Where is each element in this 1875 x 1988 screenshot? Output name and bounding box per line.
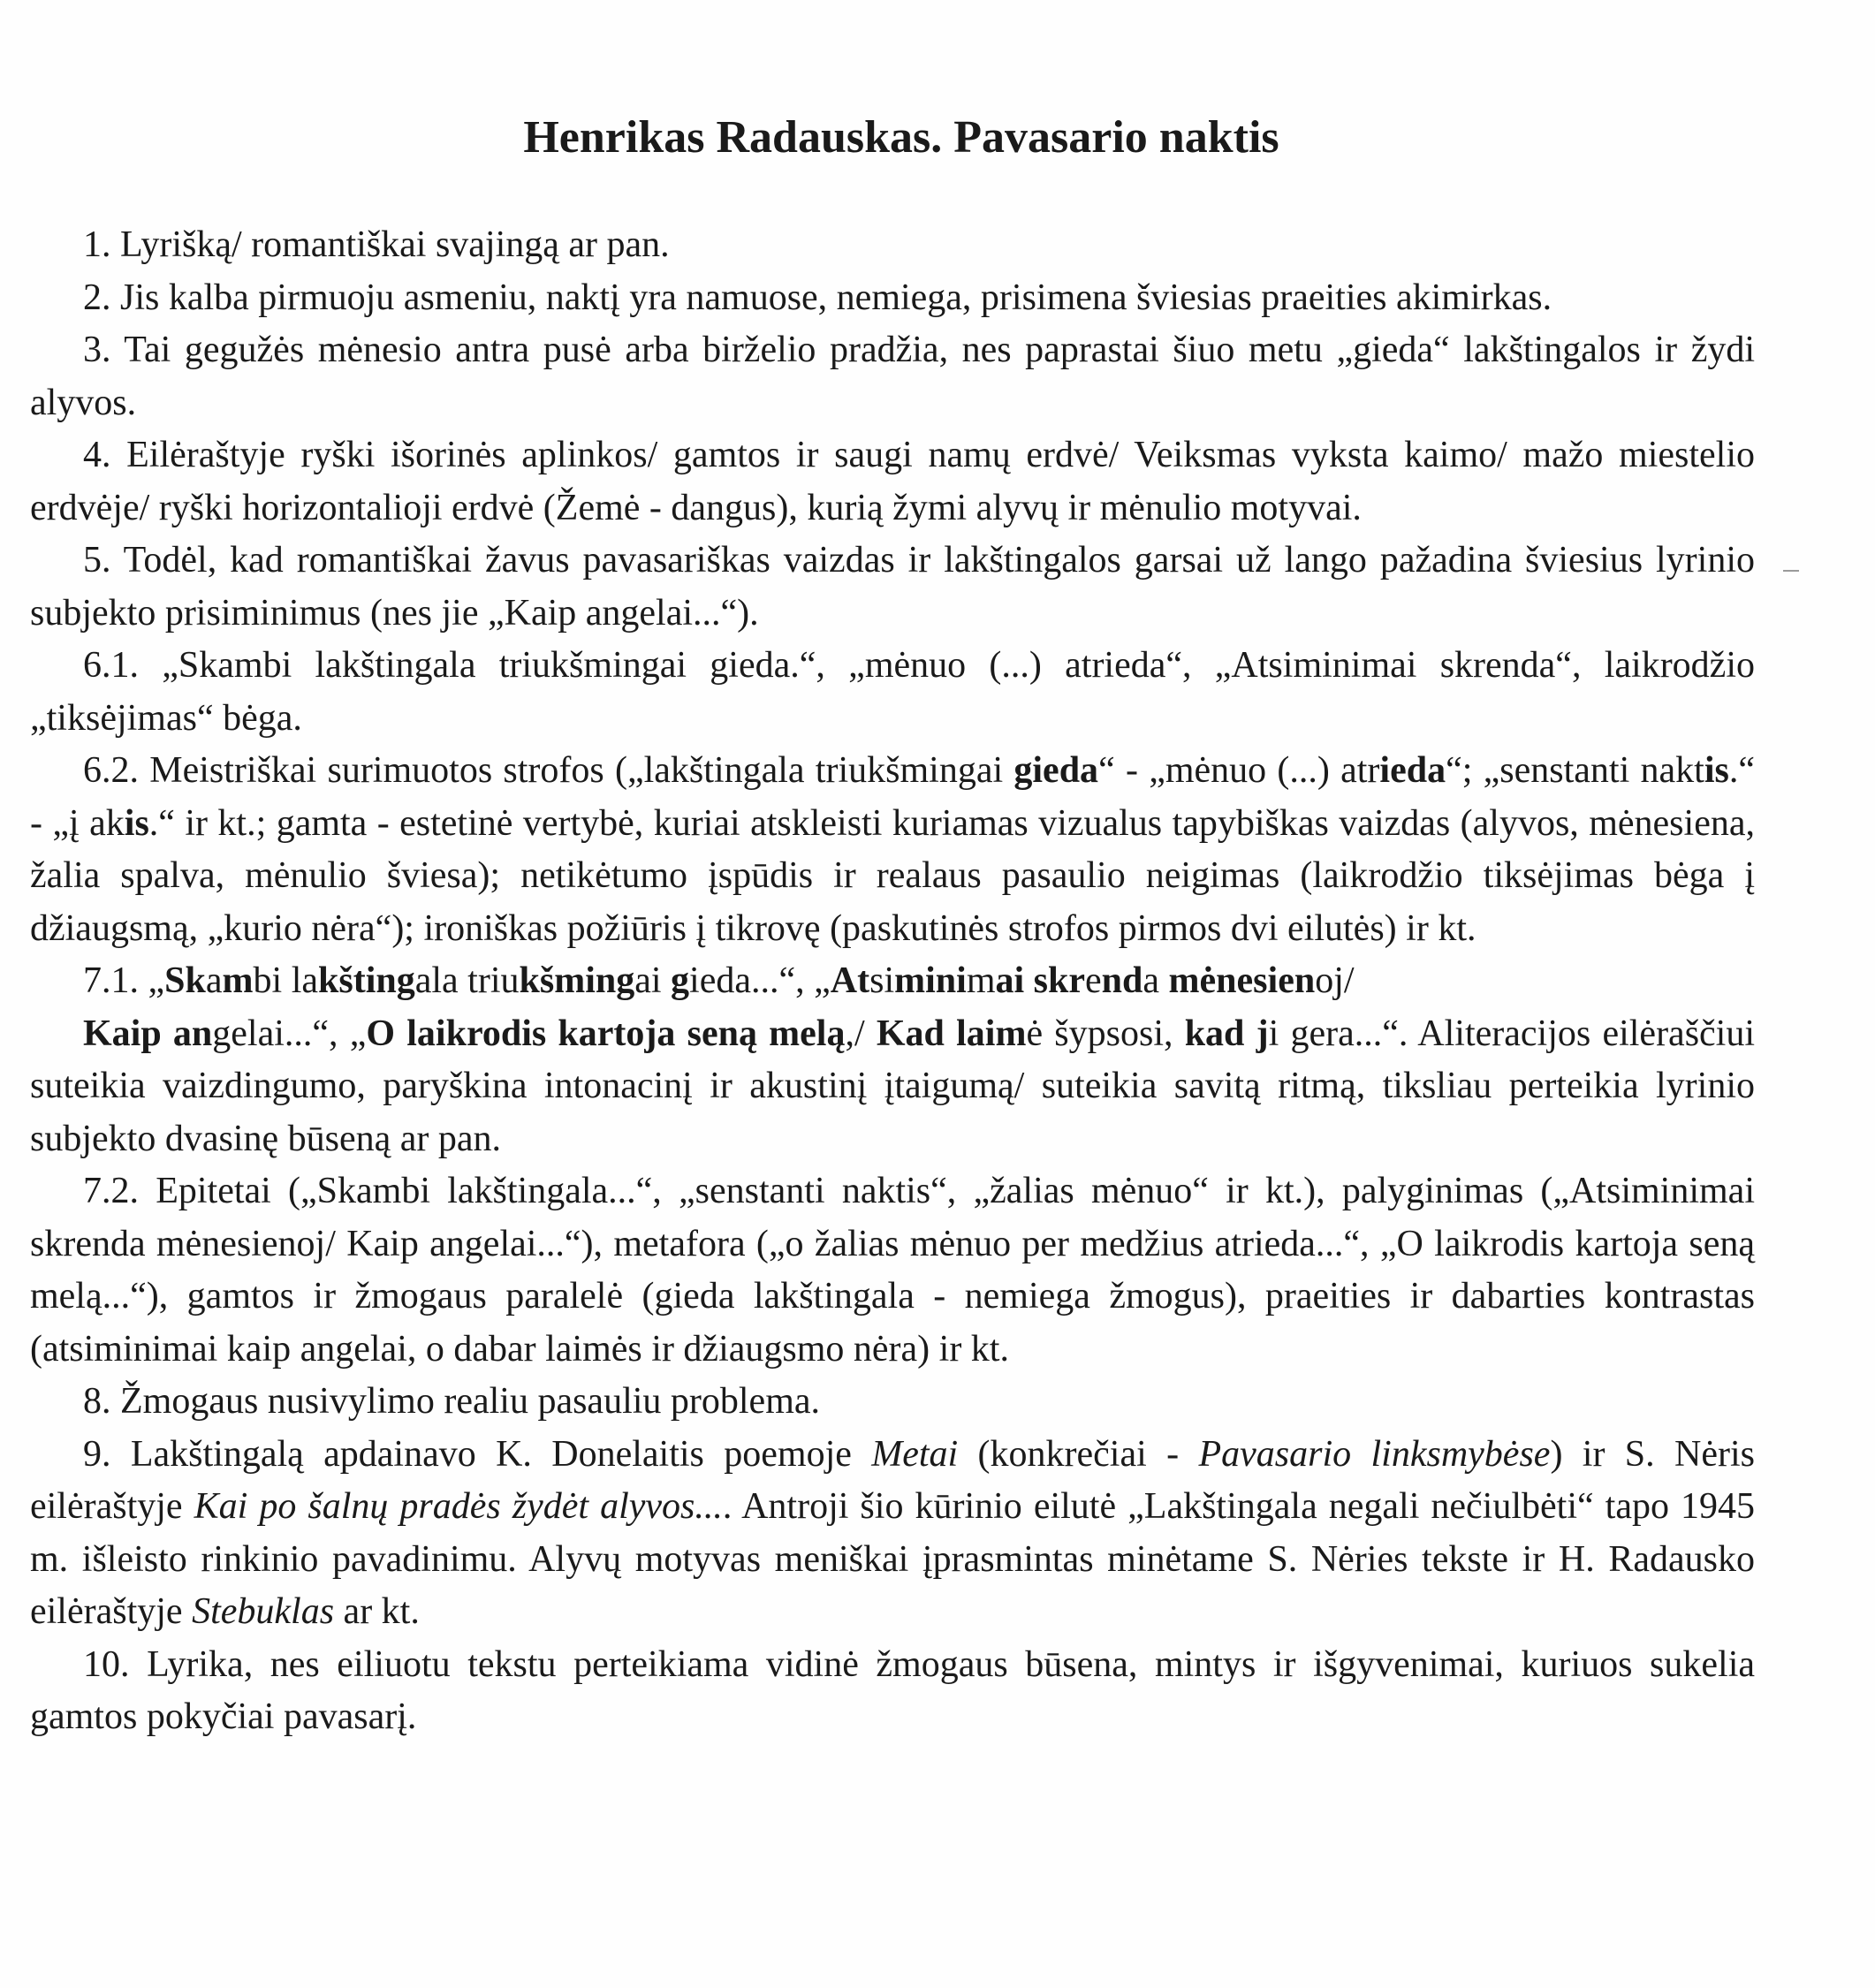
answer-5: 5. Todėl, kad romantiškai žavus pavasariškas vaizdas ir lakštingalos garsai už lango pažadina šviesius lyrinio subjekto prisiminimus (nes jie „Kaip angelai...“). (30, 540, 1755, 634)
answer-7-1-continued: Kaip angelai...“, „O laikrodis kartoja seną melą,/ Kad laimė šypsosi, kad ji gera...“. Aliteracijos eilėraščiui suteikia vaizdingumo, paryškina intonacinį ir akustinį įtaigumą/ suteikia savitą ritmą, tiksliau perteikia lyrinio subjekto dvasinę būseną ar pan. (30, 1013, 1756, 1159)
answer-4: 4. Eilėraštyje ryški išorinės aplinkos/ gamtos ir saugi namų erdvė/ Veiksmas vyksta kaimo/ mažo miestelio erdvėje/ ryški horizontalioji erdvė (Žemė - dangus), kurią žymi alyvų ir mėnulio motyvai. (30, 435, 1755, 528)
page-title: Henrikas Radauskas. Pavasario naktis (523, 112, 1279, 163)
answer-7-2: 7.2. Epitetai („Skambi lakštingala...“, „senstanti naktis“, „žalias mėnuo“ ir kt.), palyginimas („Atsiminimai skrenda mėnesienoj/ Kaip angelai...“), metafora („o žalias mėnuo per medžius atrieda...“, „O laikrodis kartoja seną melą...“), gamtos ir žmogaus paralelė (gieda lakštingala - nemiega žmogus), praeities ir dabarties kontrastas (atsiminimai kaip angelai, o dabar laimės ir džiaugsmo nėra) ir kt. (30, 1171, 1755, 1370)
answer-7-1-first-line: 7.1. „Skambi lakštingala triukšmingai gieda...“, „Atsiminimai skrenda mėnesienoj/ (83, 960, 1355, 1001)
answer-10: 10. Lyrika, nes eiliuotu tekstu perteikiama vidinė žmogaus būsena, mintys ir išgyvenimai, kuriuos sukelia gamtos pokyčiai pavasarį. (30, 1643, 1755, 1737)
answer-6-2: 6.2. Meistriškai surimuotos strofos („lakštingala triukšmingai gieda“ - „mėnuo (...) atrieda“; „senstanti naktis.“ - „į akis.“ ir kt.; gamta - estetinė vertybė, kuriai atskleisti kuriamas vizualus tapybiškas vaizdas (alyvos, mėnesiena, žalia spalva, mėnulio šviesa); netikėtumo įspūdis ir realaus pasaulio neigimas (laikrodžio tiksėjimas bėga į džiaugsmą, „kurio nėra“); ironiškas požiūris į tikrovę (paskutinės strofos pirmos dvi eilutės) ir kt. (30, 750, 1756, 949)
margin-mark (1783, 570, 1799, 572)
answer-8: 8. Žmogaus nusivylimo realiu pasauliu problema. (83, 1381, 821, 1422)
answer-list (30, 219, 1755, 1744)
answer-6-1: 6.1. „Skambi lakštingala triukšmingai gieda.“, „mėnuo (...) atrieda“, „Atsiminimai skrenda“, laikrodžio „tiksėjimas“ bėga. (30, 645, 1755, 739)
answer-1: 1. Lyrišką/ romantiškai svajingą ar pan. (83, 224, 670, 265)
answer-9: 9. Lakštingalą apdainavo K. Donelaitis poemoje Metai (konkrečiai - Pavasario linksmybėse) ir S. Nėris eilėraštyje Kai po šalnų pradės žydėt alyvos.... Antroji šio kūrinio eilutė „Lakštingala negali nečiulbėti“ tapo 1945 m. išleisto rinkinio pavadinimu. Alyvų motyvas meniškai įprasmintas minėtame S. Nėries tekste ir H. Radausko eilėraštyje Stebuklas ar kt. (30, 1433, 1756, 1632)
answer-2: 2. Jis kalba pirmuoju asmeniu, naktį yra namuose, nemiega, prisimena šviesias praeities akimirkas. (83, 277, 1552, 318)
answer-3: 3. Tai gegužės mėnesio antra pusė arba birželio pradžia, nes paprastai šiuo metu „gieda“ lakštingalos ir žydi alyvos. (30, 330, 1755, 423)
